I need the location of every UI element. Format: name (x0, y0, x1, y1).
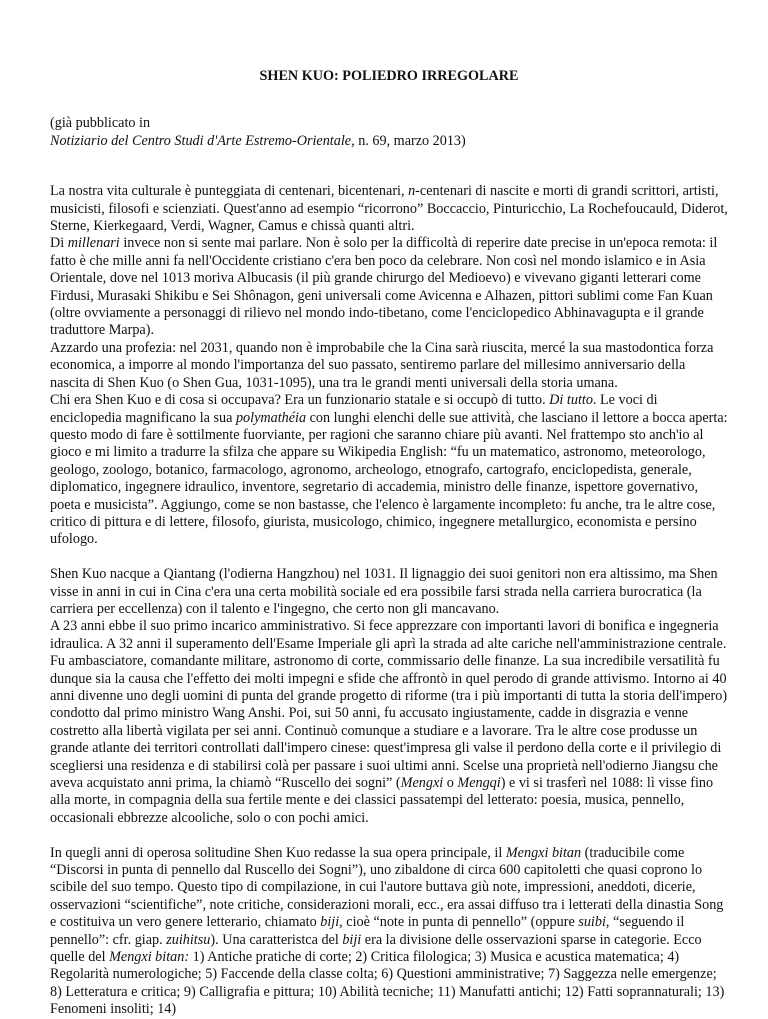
journal-name: Notiziario del Centro Studi d'Arte Estremo-Orientale (50, 132, 352, 149)
paragraph-2: Di millenari invece non si sente mai parlare. Non è solo per la difficoltà di reperire date precise in un'epoca remota: il fatto è che mille anni fa nell'Occidente cristiano c'era ben poco da celebrare. Non così nel mondo islamico e in Asia Orientale, dove nel 1013 moriva Albucasis (il più grande chirurgo del Medioevo) e vivevano giganti letterari come Firdusi, Murasaki Shikibu e Sei Shônagon, geni universali come Avicenna e Alhazen, pittori sublimi come Fan Kuan (oltre ovviamente a personaggi di rilievo nel mondo indo-tibetano, come l'enciclopedico Abhinavagupta e il grande traduttore Marpa). (50, 235, 718, 339)
paragraph-1: La nostra vita culturale è punteggiata di centenari, bicentenari, n-centenari di nascite e morti di grandi scrittori, artisti, musicisti, filosofi e scienziati. Quest'anno ad esempio “ricorrono” Boccaccio, Pinturicchio, La Rochefoucauld, Diderot, Sterne, Kierkegaard, Verdi, Wagner, Camus e chissà quanti altri. (50, 183, 728, 235)
paragraph-4: Chi era Shen Kuo e di cosa si occupava? Era un funzionario statale e si occupò di tutto. Di tutto. Le voci di enciclopedia magnificano la sua polymathéia con lunghi elenchi delle sue attività, che lasciano il lettore a bocca aperta: questo modo di fare è sottilmente fuorviante, per ragioni che saranno chiare più avanti. Nel frattempo sto anch'io al gioco e mi limito a tradurre la sfilza che appare su Wikipedia English: “fu un matematico, astronomo, meteorologo, geologo, zoologo, botanico, farmacologo, agronomo, archeologo, etnografo, cartografo, enciclopedista, generale, diplomatico, ingegnere idraulico, inventore, segretario di accademia, ministro delle finanze, ispettore governativo, poeta e musicista”. Aggiungo, come se non bastasse, che l'elenco è largamente incompleto: fu anche, tra le altre cose, critico di pittura e di lettere, filosofo, giurista, musicologo, chimico, ingegnere metallurgico, economista e persino ufologo. (50, 392, 728, 548)
publication-note-intro: (già pubblicato in (50, 115, 151, 132)
paragraph-6: A 23 anni ebbe il suo primo incarico amministrativo. Si fece apprezzare con importanti lavori di bonifica e ingegneria idraulica. A 32 anni il superamento dell'Esame Imperiale gli aprì la strada ad alte cariche nell'amministrazione centrale. Fu ambasciatore, comandante militare, astronomo di corte, commissario delle finanze. La sua incredibile versatilità fu dunque sia la causa che l'effetto dei molti impegni e sfide che affrontò in quel perodo di grande attivismo. Intorno ai 40 anni divenne uno degli uomini di punta del grande progetto di riforme (tra i più importanti di tutta la storia dell'impero) condotto dal primo ministro Wang Anshi. Poi, sui 50 anni, fu accusato ingiustamente, cadde in disgrazia e venne costretto alla libertà vigilata per sei anni. Continuò comunque a studiare e a lavorare. Tra le altre cose produsse un grande atlante dei territori controllati dall'impero cinese: quest'impresa gli valse il perdono della corte e il privilegio di scegliersi una residenza e di stabilirsi colà per passare i suoi ultimi anni. Scelse una proprietà nell'odierno Jiangsu che aveva acquistato anni prima, la chiamò “Ruscello dei sogni” (Mengxi o Mengqi) e vi si trasferì nel 1088: lì visse fino alla morte, in compagnia della sua fertile mente e dei classici passatempi del letterato: poesia, musica, pennello, occasionali ebbrezze alcooliche, solo o con pochi amici. (50, 618, 728, 826)
paragraph-5: Shen Kuo nacque a Qiantang (l'odierna Hangzhou) nel 1031. Il lignaggio dei suoi genitori non era altissimo, ma Shen visse in anni in cui in Cina c'era una certa mobilità sociale ed era possibile farsi strada nella carriera burocratica (la carriera per eccellenza) con il talento e l'ingegno, che certo non gli mancavano. (50, 566, 718, 617)
publication-note-details: , n. 69, marzo 2013) (351, 132, 466, 149)
publication-note (50, 115, 728, 150)
paragraph-3: Azzardo una profezia: nel 2031, quando non è improbabile che la Cina sarà riuscita, mercé la sua mastodontica forza economica, a imporre al mondo l'importanza del suo passato, sentiremo parlare del millesimo anniversario della nascita di Shen Kuo (o Shen Gua, 1031-1095), una tra le grandi menti universali della storia umana. (50, 339, 714, 391)
paragraph-7: In quegli anni di operosa solitudine Shen Kuo redasse la sua opera principale, il Mengxi bitan (traducibile come “Discorsi in punta di pennello dal Ruscello dei Sogni”), uno zibaldone di circa 600 capitoletti che quasi coprono lo scibile del suo tempo. Questo tipo di compilazione, in cui l'autore buttava giù note, impressioni, aneddoti, dicerie, osservazioni “scientifiche”, note critiche, considerazioni morali, ecc., era assai diffuso tra i letterati della dinastia Song e costituiva un vero genere letterario, chiamato biji, cioè “note in punta di pennello” (oppure suibi, “seguendo il pennello”: cfr. giap. zuihitsu). Una caratteristca del biji era la divisione delle osservazioni sparse in categorie. Ecco quelle del Mengxi bitan: 1) Antiche pratiche di corte; 2) Critica filologica; 3) Musica e acustica matematica; 4) Regolarità numerologiche; 5) Faccende della classe colta; 6) Questioni amministrative; 7) Saggezza nelle emergenze; 8) Letteratura e critica; 9) Calligrafia e pittura; 10) Abilità tecniche; 11) Manufatti antichi; 12) Fatti soprannaturali; 13) Fenomeni insoliti; 14) (50, 844, 725, 1018)
page-title: SHEN KUO: POLIEDRO IRREGOLARE (259, 68, 519, 84)
